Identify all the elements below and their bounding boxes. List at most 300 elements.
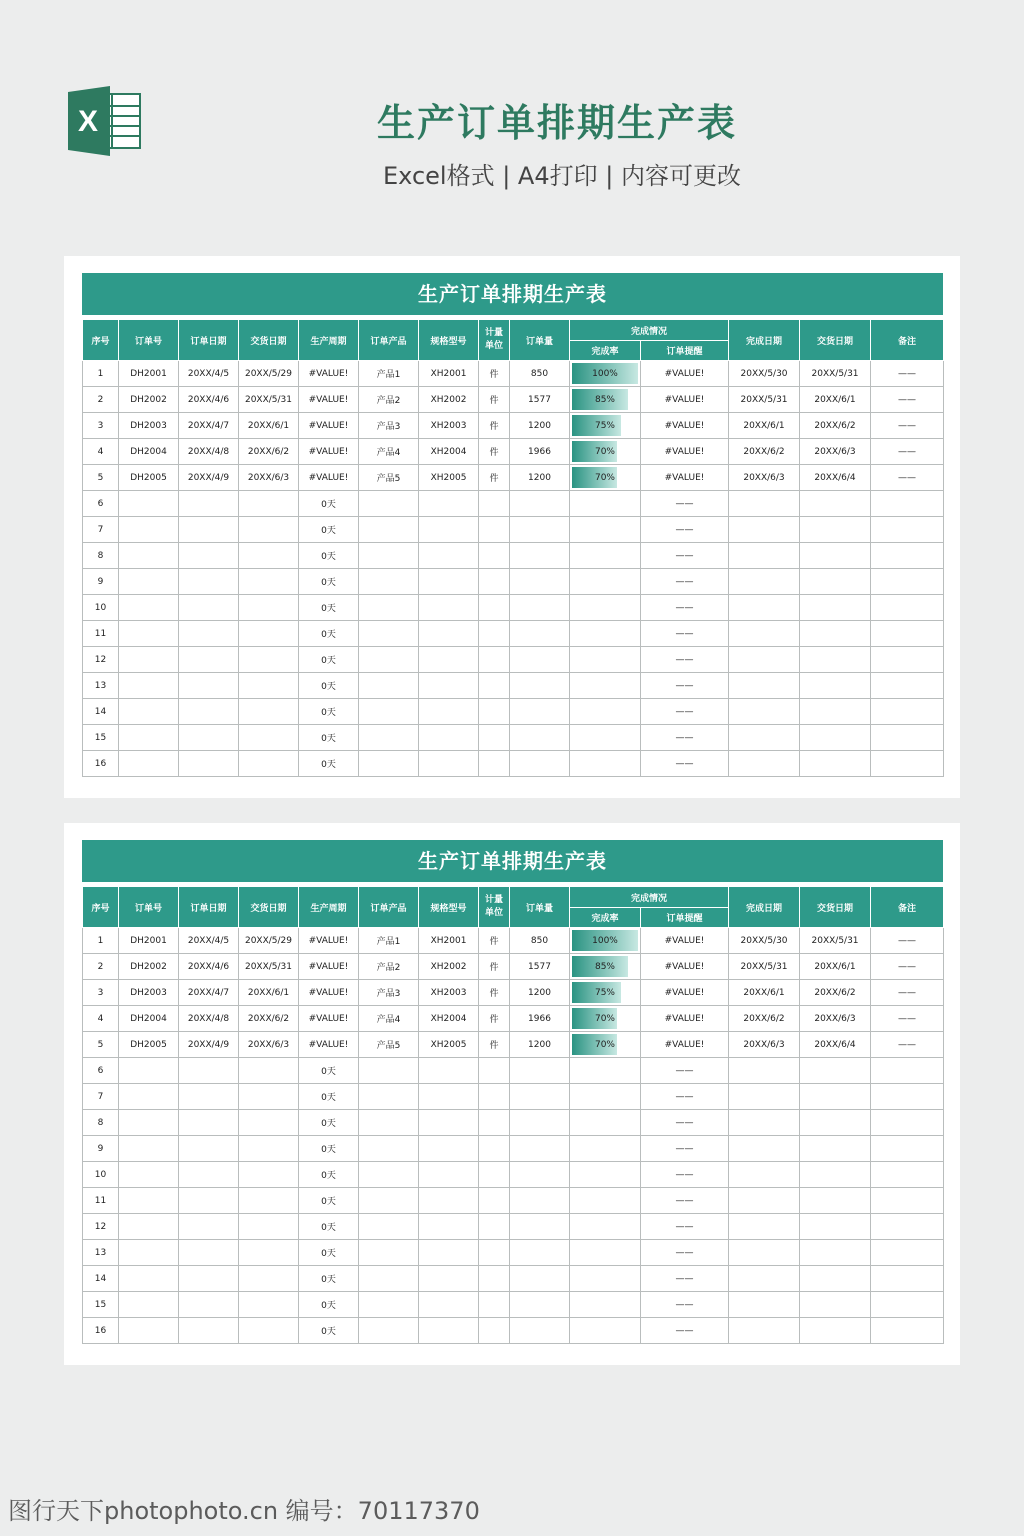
cell-delivery-date2 <box>800 595 871 621</box>
cell-delivery-date <box>239 673 299 699</box>
cell-reminder: #VALUE! <box>641 954 729 980</box>
cell-quantity <box>510 699 570 725</box>
cell-remark <box>871 543 944 569</box>
cell-model <box>419 491 479 517</box>
cell-quantity <box>510 517 570 543</box>
cell-delivery-date2 <box>800 647 871 673</box>
cell-delivery-date <box>239 517 299 543</box>
cell-cycle: 0天 <box>299 647 359 673</box>
logo-letter: X <box>77 105 99 138</box>
col-done-date: 完成日期 <box>729 887 800 928</box>
table-title: 生产订单排期生产表 <box>82 273 943 315</box>
cell-delivery-date <box>239 1110 299 1136</box>
cell-delivery-date2 <box>800 1292 871 1318</box>
cell-delivery-date2 <box>800 1318 871 1344</box>
cell-done-date: 20XX/6/2 <box>729 1006 800 1032</box>
cell-model <box>419 1318 479 1344</box>
cell-model <box>419 595 479 621</box>
cell-cycle: 0天 <box>299 1188 359 1214</box>
cell-delivery-date2 <box>800 1110 871 1136</box>
cell-product: 产品3 <box>359 413 419 439</box>
col-product: 订单产品 <box>359 887 419 928</box>
col-remark: 备注 <box>871 887 944 928</box>
cell-delivery-date: 20XX/5/31 <box>239 387 299 413</box>
col-order-date: 订单日期 <box>179 320 239 361</box>
col-seq: 序号 <box>83 320 119 361</box>
cell-seq: 7 <box>83 517 119 543</box>
table-row <box>83 673 944 699</box>
cell-rate <box>570 751 641 777</box>
cell-delivery-date: 20XX/6/3 <box>239 465 299 491</box>
cell-order-no <box>119 1136 179 1162</box>
cell-order-date <box>179 1318 239 1344</box>
cell-order-date <box>179 595 239 621</box>
cell-cycle: 0天 <box>299 1292 359 1318</box>
cell-unit <box>479 1214 510 1240</box>
cell-model <box>419 699 479 725</box>
cell-reminder: —— <box>641 1240 729 1266</box>
cell-order-no <box>119 1240 179 1266</box>
cell-seq: 14 <box>83 1266 119 1292</box>
col-delivery-date: 交货日期 <box>239 887 299 928</box>
cell-unit <box>479 647 510 673</box>
cell-delivery-date <box>239 1084 299 1110</box>
cell-remark <box>871 647 944 673</box>
cell-unit <box>479 1240 510 1266</box>
cell-rate <box>570 1136 641 1162</box>
cell-cycle: 0天 <box>299 517 359 543</box>
cell-remark <box>871 699 944 725</box>
col-quantity: 订单量 <box>510 887 570 928</box>
cell-seq: 3 <box>83 980 119 1006</box>
cell-order-date <box>179 699 239 725</box>
cell-order-date: 20XX/4/6 <box>179 387 239 413</box>
cell-done-date <box>729 543 800 569</box>
cell-rate <box>570 980 641 1006</box>
cell-done-date <box>729 647 800 673</box>
cell-order-date <box>179 725 239 751</box>
cell-order-date: 20XX/4/8 <box>179 439 239 465</box>
cell-cycle: #VALUE! <box>299 387 359 413</box>
cell-unit <box>479 491 510 517</box>
col-done-date: 完成日期 <box>729 320 800 361</box>
cell-delivery-date <box>239 543 299 569</box>
cell-rate <box>570 1292 641 1318</box>
cell-seq: 3 <box>83 413 119 439</box>
table-row <box>83 569 944 595</box>
cell-delivery-date: 20XX/6/1 <box>239 980 299 1006</box>
table-row <box>83 954 944 980</box>
table-row <box>83 980 944 1006</box>
cell-unit <box>479 1058 510 1084</box>
cell-done-date <box>729 1214 800 1240</box>
cell-rate <box>570 1318 641 1344</box>
cell-model: XH2002 <box>419 954 479 980</box>
cell-done-date <box>729 1162 800 1188</box>
cell-reminder: #VALUE! <box>641 361 729 387</box>
table-row <box>83 699 944 725</box>
cell-order-no: DH2003 <box>119 413 179 439</box>
cell-remark <box>871 725 944 751</box>
cell-product <box>359 1240 419 1266</box>
cell-quantity <box>510 647 570 673</box>
cell-quantity: 1577 <box>510 387 570 413</box>
rate-value: 70% <box>594 446 615 457</box>
col-reminder: 订单提醒 <box>641 341 729 361</box>
rate-value: 75% <box>594 420 615 431</box>
cell-quantity <box>510 673 570 699</box>
cell-model: XH2004 <box>419 439 479 465</box>
cell-delivery-date2 <box>800 699 871 725</box>
cell-order-no <box>119 725 179 751</box>
cell-delivery-date <box>239 1058 299 1084</box>
cell-quantity <box>510 543 570 569</box>
cell-product <box>359 725 419 751</box>
cell-order-no <box>119 751 179 777</box>
rate-value: 100% <box>592 935 618 946</box>
cell-order-no: DH2005 <box>119 465 179 491</box>
cell-remark <box>871 1162 944 1188</box>
cell-order-date: 20XX/4/8 <box>179 1006 239 1032</box>
cell-remark <box>871 673 944 699</box>
watermark-text: 图行天下photophoto.cn 编号：70117370 <box>8 1497 480 1525</box>
cell-reminder: —— <box>641 1188 729 1214</box>
cell-product <box>359 1188 419 1214</box>
cell-remark: —— <box>871 980 944 1006</box>
cell-unit <box>479 1110 510 1136</box>
cell-seq: 6 <box>83 491 119 517</box>
cell-unit: 件 <box>479 980 510 1006</box>
cell-order-date: 20XX/4/6 <box>179 954 239 980</box>
cell-order-date <box>179 647 239 673</box>
cell-rate <box>570 387 641 413</box>
cell-remark <box>871 1318 944 1344</box>
cell-model: XH2003 <box>419 413 479 439</box>
cell-reminder: —— <box>641 621 729 647</box>
cell-cycle: 0天 <box>299 673 359 699</box>
cell-reminder: #VALUE! <box>641 413 729 439</box>
cell-reminder: —— <box>641 595 729 621</box>
cell-delivery-date2: 20XX/6/4 <box>800 1032 871 1058</box>
cell-quantity <box>510 751 570 777</box>
table-row <box>83 1058 944 1084</box>
cell-delivery-date2: 20XX/6/3 <box>800 439 871 465</box>
schedule-table <box>82 886 944 1344</box>
cell-reminder: #VALUE! <box>641 465 729 491</box>
cell-model <box>419 621 479 647</box>
cell-rate <box>570 413 641 439</box>
cell-quantity <box>510 1188 570 1214</box>
cell-rate <box>570 517 641 543</box>
cell-remark: —— <box>871 1032 944 1058</box>
cell-unit: 件 <box>479 439 510 465</box>
cell-unit <box>479 595 510 621</box>
cell-order-date <box>179 491 239 517</box>
col-product: 订单产品 <box>359 320 419 361</box>
cell-delivery-date2 <box>800 1240 871 1266</box>
cell-seq: 10 <box>83 1162 119 1188</box>
cell-order-no: DH2004 <box>119 439 179 465</box>
cell-delivery-date <box>239 491 299 517</box>
rate-value: 85% <box>594 394 615 405</box>
cell-quantity <box>510 1240 570 1266</box>
cell-done-date <box>729 569 800 595</box>
cell-done-date: 20XX/6/2 <box>729 439 800 465</box>
cell-delivery-date <box>239 1162 299 1188</box>
cell-quantity <box>510 1136 570 1162</box>
cell-done-date: 20XX/5/30 <box>729 928 800 954</box>
cell-reminder: #VALUE! <box>641 980 729 1006</box>
cell-remark <box>871 1292 944 1318</box>
cell-model <box>419 1214 479 1240</box>
cell-delivery-date2 <box>800 1188 871 1214</box>
table-row <box>83 928 944 954</box>
cell-done-date: 20XX/5/31 <box>729 387 800 413</box>
rate-value: 85% <box>594 961 615 972</box>
col-remark: 备注 <box>871 320 944 361</box>
cell-unit: 件 <box>479 1006 510 1032</box>
cell-order-no <box>119 699 179 725</box>
cell-rate <box>570 465 641 491</box>
cell-rate <box>570 1240 641 1266</box>
cell-remark <box>871 1188 944 1214</box>
cell-quantity: 1200 <box>510 413 570 439</box>
cell-product <box>359 699 419 725</box>
cell-order-no: DH2004 <box>119 1006 179 1032</box>
cell-order-date: 20XX/4/9 <box>179 1032 239 1058</box>
cell-order-no <box>119 569 179 595</box>
cell-done-date <box>729 1110 800 1136</box>
cell-remark <box>871 595 944 621</box>
cell-cycle: 0天 <box>299 725 359 751</box>
cell-cycle: 0天 <box>299 1110 359 1136</box>
cell-rate <box>570 1162 641 1188</box>
cell-product <box>359 1214 419 1240</box>
cell-delivery-date <box>239 621 299 647</box>
cell-cycle: 0天 <box>299 543 359 569</box>
cell-order-date <box>179 1162 239 1188</box>
cell-order-date <box>179 1292 239 1318</box>
cell-product: 产品1 <box>359 361 419 387</box>
cell-remark: —— <box>871 361 944 387</box>
cell-delivery-date <box>239 751 299 777</box>
cell-delivery-date: 20XX/5/29 <box>239 361 299 387</box>
cell-order-date: 20XX/4/9 <box>179 465 239 491</box>
cell-reminder: —— <box>641 569 729 595</box>
cell-delivery-date2 <box>800 751 871 777</box>
cell-seq: 8 <box>83 1110 119 1136</box>
cell-order-date <box>179 673 239 699</box>
cell-seq: 10 <box>83 595 119 621</box>
cell-cycle: 0天 <box>299 1136 359 1162</box>
cell-reminder: —— <box>641 1318 729 1344</box>
cell-seq: 5 <box>83 1032 119 1058</box>
cell-remark: —— <box>871 439 944 465</box>
col-rate: 完成率 <box>570 341 641 361</box>
cell-cycle: 0天 <box>299 1266 359 1292</box>
cell-seq: 12 <box>83 1214 119 1240</box>
cell-done-date <box>729 1266 800 1292</box>
cell-unit <box>479 1266 510 1292</box>
cell-order-date <box>179 1058 239 1084</box>
cell-reminder: —— <box>641 751 729 777</box>
cell-quantity: 1200 <box>510 465 570 491</box>
cell-delivery-date <box>239 1266 299 1292</box>
cell-product <box>359 1292 419 1318</box>
table-row <box>83 1240 944 1266</box>
cell-rate <box>570 673 641 699</box>
cell-delivery-date2 <box>800 1266 871 1292</box>
cell-seq: 13 <box>83 673 119 699</box>
cell-remark <box>871 1266 944 1292</box>
cell-quantity: 1200 <box>510 980 570 1006</box>
cell-unit: 件 <box>479 1032 510 1058</box>
cell-order-date: 20XX/4/7 <box>179 413 239 439</box>
table-row <box>83 543 944 569</box>
cell-seq: 6 <box>83 1058 119 1084</box>
cell-remark <box>871 517 944 543</box>
cell-model <box>419 673 479 699</box>
cell-order-date <box>179 1110 239 1136</box>
table-row <box>83 1032 944 1058</box>
cell-order-date: 20XX/4/7 <box>179 980 239 1006</box>
cell-delivery-date2 <box>800 725 871 751</box>
cell-order-no: DH2005 <box>119 1032 179 1058</box>
cell-unit <box>479 621 510 647</box>
cell-order-no <box>119 1188 179 1214</box>
cell-order-date <box>179 517 239 543</box>
cell-cycle: #VALUE! <box>299 413 359 439</box>
cell-reminder: —— <box>641 1292 729 1318</box>
cell-cycle: 0天 <box>299 1162 359 1188</box>
cell-reminder: —— <box>641 647 729 673</box>
cell-order-date <box>179 1240 239 1266</box>
cell-order-no <box>119 1084 179 1110</box>
cell-done-date <box>729 725 800 751</box>
cell-quantity <box>510 1214 570 1240</box>
cell-quantity <box>510 621 570 647</box>
cell-seq: 2 <box>83 387 119 413</box>
cell-delivery-date2 <box>800 1136 871 1162</box>
cell-seq: 9 <box>83 1136 119 1162</box>
cell-model <box>419 1266 479 1292</box>
cell-seq: 5 <box>83 465 119 491</box>
cell-remark <box>871 1084 944 1110</box>
cell-unit <box>479 1318 510 1344</box>
cell-order-date <box>179 1084 239 1110</box>
cell-product <box>359 621 419 647</box>
cell-done-date <box>729 1240 800 1266</box>
col-cycle: 生产周期 <box>299 887 359 928</box>
cell-order-no <box>119 595 179 621</box>
cell-rate <box>570 928 641 954</box>
cell-order-no <box>119 647 179 673</box>
cell-product <box>359 1318 419 1344</box>
cell-reminder: —— <box>641 673 729 699</box>
cell-seq: 16 <box>83 751 119 777</box>
cell-rate <box>570 543 641 569</box>
cell-unit <box>479 699 510 725</box>
col-unit: 计量单位 <box>479 887 510 928</box>
cell-product: 产品4 <box>359 1006 419 1032</box>
cell-done-date <box>729 699 800 725</box>
cell-product <box>359 517 419 543</box>
table-row <box>83 725 944 751</box>
cell-delivery-date: 20XX/5/31 <box>239 954 299 980</box>
cell-seq: 12 <box>83 647 119 673</box>
col-unit: 计量单位 <box>479 320 510 361</box>
cell-remark <box>871 491 944 517</box>
cell-quantity <box>510 595 570 621</box>
cell-order-no: DH2001 <box>119 361 179 387</box>
cell-delivery-date2: 20XX/6/2 <box>800 980 871 1006</box>
cell-cycle: #VALUE! <box>299 1006 359 1032</box>
col-model: 规格型号 <box>419 320 479 361</box>
cell-seq: 1 <box>83 928 119 954</box>
cell-done-date <box>729 491 800 517</box>
cell-reminder: —— <box>641 1162 729 1188</box>
cell-delivery-date2 <box>800 569 871 595</box>
cell-product: 产品4 <box>359 439 419 465</box>
table-row <box>83 517 944 543</box>
cell-model <box>419 1240 479 1266</box>
table-row <box>83 439 944 465</box>
cell-model: XH2002 <box>419 387 479 413</box>
cell-product <box>359 1266 419 1292</box>
cell-delivery-date: 20XX/6/3 <box>239 1032 299 1058</box>
cell-product: 产品5 <box>359 1032 419 1058</box>
cell-quantity: 1966 <box>510 439 570 465</box>
cell-delivery-date2: 20XX/6/4 <box>800 465 871 491</box>
cell-product <box>359 647 419 673</box>
page-subtitle: Excel格式 | A4打印 | 内容可更改 <box>383 162 741 190</box>
cell-rate <box>570 1188 641 1214</box>
cell-unit <box>479 1292 510 1318</box>
cell-quantity <box>510 491 570 517</box>
cell-seq: 8 <box>83 543 119 569</box>
cell-quantity <box>510 569 570 595</box>
cell-reminder: #VALUE! <box>641 387 729 413</box>
table-row <box>83 621 944 647</box>
cell-done-date <box>729 673 800 699</box>
cell-cycle: 0天 <box>299 1214 359 1240</box>
cell-rate <box>570 1084 641 1110</box>
cell-reminder: —— <box>641 517 729 543</box>
cell-model <box>419 569 479 595</box>
table-title: 生产订单排期生产表 <box>82 840 943 882</box>
cell-rate <box>570 1058 641 1084</box>
cell-reminder: —— <box>641 1266 729 1292</box>
col-order-no: 订单号 <box>119 320 179 361</box>
table-row <box>83 387 944 413</box>
cell-cycle: #VALUE! <box>299 954 359 980</box>
rate-value: 70% <box>594 472 615 483</box>
cell-order-date <box>179 1214 239 1240</box>
cell-cycle: #VALUE! <box>299 361 359 387</box>
cell-delivery-date2 <box>800 621 871 647</box>
rate-value: 75% <box>594 987 615 998</box>
cell-seq: 2 <box>83 954 119 980</box>
cell-remark <box>871 1058 944 1084</box>
cell-remark <box>871 1136 944 1162</box>
cell-model <box>419 725 479 751</box>
cell-order-no <box>119 1058 179 1084</box>
cell-model <box>419 1188 479 1214</box>
cell-cycle: #VALUE! <box>299 465 359 491</box>
cell-quantity: 1966 <box>510 1006 570 1032</box>
cell-product <box>359 751 419 777</box>
cell-done-date <box>729 595 800 621</box>
